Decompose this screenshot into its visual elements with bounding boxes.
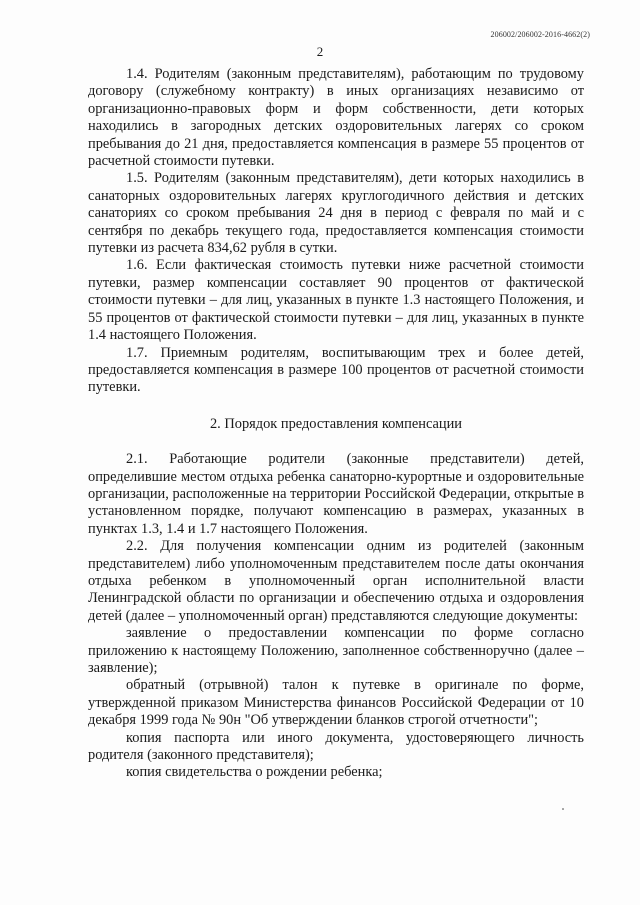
paragraph-1-5: 1.5. Родителям (законным представителям), дети которых находились в санаторных оздоровительных лагерях круглогодичного действия и детских санаториях со сроком пребывания 24 дня в период с февраля по май и с сентября по декабрь текущего года, предоставляется компенсация стоимости путевки из расчета 834,62 рубля в сутки. xyxy=(88,170,584,257)
list-item-passport-copy: копия паспорта или иного документа, удостоверяющего личность родителя (законного представителя); xyxy=(88,729,584,764)
paragraph-2-2: 2.2. Для получения компенсации одним из родителей (законным представителем) либо уполномоченным представителем после даты окончания отдыха ребенком в уполномоченный орган исполнительной власти Ленинградской области по организации и обеспечению отдыха и оздоровления детей (далее – уполномоченный орган) представляются следующие документы: xyxy=(88,538,584,624)
paragraph-1-4: 1.4. Родителям (законным представителям), работающим по трудовому договору (служебному контракту) в иных организациях независимо от организационно-правовых форм и форм собственности, дети которых находились в загородных детских оздоровительных лагерях со сроком пребывания до 21 дня, предоставляется компенсация в размере 55 процентов от расчетной стоимости путевки. xyxy=(88,66,584,170)
page-number: 2 xyxy=(316,44,324,59)
scan-speck xyxy=(562,808,564,810)
document-body xyxy=(88,66,584,782)
document-code: 206002/206002-2016-4662(2) xyxy=(490,30,590,39)
list-item-application: заявление о предоставлении компенсации по форме согласно приложению к настоящему Положению, заполненное собственноручно (далее – заявление); xyxy=(88,625,584,676)
paragraph-2-1: 2.1. Работающие родители (законные представители) детей, определившие местом отдыха ребенка санаторно-курортные и оздоровительные организации, расположенные на территории Российской Федерации, открытые в установленном порядке, получают компенсацию в размерах, указанных в пунктах 1.3, 1.4 и 1.7 настоящего Положения. xyxy=(88,451,584,537)
paragraph-1-6: 1.6. Если фактическая стоимость путевки ниже расчетной стоимости путевки, размер компенсации составляет 90 процентов от фактической стоимости путевки – для лиц, указанных в пункте 1.3 настоящего Положения, и 55 процентов от фактической стоимости путевки – для лиц, указанных в пункте 1.4 настоящего Положения. xyxy=(88,257,584,344)
list-item-birth-certificate: копия свидетельства о рождении ребенка; xyxy=(126,764,383,781)
section-heading: 2. Порядок предоставления компенсации xyxy=(209,415,463,432)
list-item-coupon: обратный (отрывной) талон к путевке в оригинале по форме, утвержденной приказом Министерства финансов Российской Федерации от 10 декабря 1999 года № 90н "Об утверждении бланков строгой отчетности"; xyxy=(88,677,584,729)
paragraph-1-7: 1.7. Приемным родителям, воспитывающим трех и более детей, предоставляется компенсация в размере 100 процентов от расчетной стоимости путевки. xyxy=(88,344,584,396)
